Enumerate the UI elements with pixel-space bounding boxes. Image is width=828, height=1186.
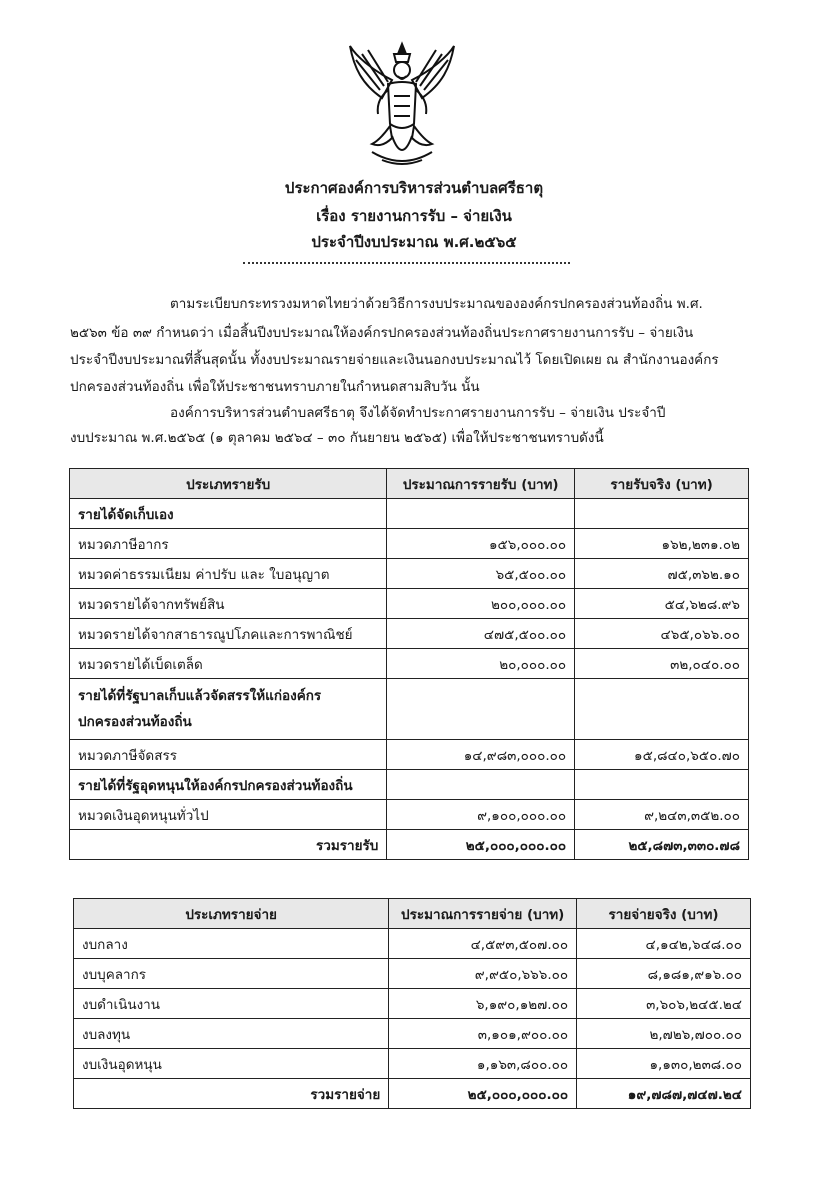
garuda-emblem-icon bbox=[342, 40, 462, 172]
empty-cell bbox=[575, 679, 749, 740]
body-paragraph-line: ๒๕๖๓ ข้อ ๓๙ กำหนดว่า เมื่อสิ้นปีงบประมาณให้องค์กรปกครองส่วนท้องถิ่นประกาศรายงานการรับ – จ่ายเงิน bbox=[70, 325, 694, 341]
estimate-cell: ๒๐๐,๐๐๐.๐๐ bbox=[387, 589, 575, 619]
dotted-divider bbox=[243, 252, 570, 264]
income-header-row bbox=[70, 469, 749, 499]
estimate-cell: ๑,๑๖๓,๘๐๐.๐๐ bbox=[389, 1049, 577, 1079]
empty-cell bbox=[387, 679, 575, 740]
section-label: รายได้จัดเก็บเอง bbox=[70, 499, 387, 529]
body-paragraph-line: องค์การบริหารส่วนตำบลศรีธาตุ จึงได้จัดทำประกาศรายงานการรับ – จ่ายเงิน ประจำปี bbox=[170, 405, 666, 421]
estimate-cell: ๔,๕๙๓,๕๐๗.๐๐ bbox=[389, 929, 577, 959]
estimate-cell: ๑๕๖,๐๐๐.๐๐ bbox=[387, 529, 575, 559]
row-label: งบบุคลากร bbox=[74, 959, 389, 989]
actual-cell: ๘,๑๘๑,๙๑๖.๐๐ bbox=[577, 959, 751, 989]
estimate-cell: ๓,๑๐๑,๙๐๐.๐๐ bbox=[389, 1019, 577, 1049]
total-estimate-cell: ๒๕,๐๐๐,๐๐๐.๐๐ bbox=[389, 1079, 577, 1109]
body-paragraph-line: ตามระเบียบกระทรวงมหาดไทยว่าด้วยวิธีการงบประมาณขององค์กรปกครองส่วนท้องถิ่น พ.ศ. bbox=[170, 296, 703, 312]
table-row bbox=[70, 740, 749, 770]
actual-cell: ๓๒,๐๔๐.๐๐ bbox=[575, 649, 749, 679]
row-label: หมวดรายได้จากทรัพย์สิน bbox=[70, 589, 387, 619]
row-label: งบดำเนินงาน bbox=[74, 989, 389, 1019]
actual-cell: ๒,๗๒๖,๗๐๐.๐๐ bbox=[577, 1019, 751, 1049]
total-label: รวมรายรับ bbox=[70, 830, 387, 860]
row-label: หมวดเงินอุดหนุนทั่วไป bbox=[70, 800, 387, 830]
table-row bbox=[74, 1049, 751, 1079]
estimate-cell: ๒๐,๐๐๐.๐๐ bbox=[387, 649, 575, 679]
table-row bbox=[74, 929, 751, 959]
announcement-subject: เรื่อง รายงานการรับ – จ่ายเงิน bbox=[316, 207, 512, 225]
actual-cell: ๔๖๕,๐๖๖.๐๐ bbox=[575, 619, 749, 649]
column-header-expense-type: ประเภทรายจ่าย bbox=[74, 899, 389, 929]
table-row bbox=[74, 959, 751, 989]
expense-header-row bbox=[74, 899, 751, 929]
actual-cell: ๑๖๒,๒๓๑.๐๒ bbox=[575, 529, 749, 559]
row-label: งบเงินอุดหนุน bbox=[74, 1049, 389, 1079]
expense-total-row bbox=[74, 1079, 751, 1109]
income-section-row bbox=[70, 679, 749, 740]
table-row bbox=[70, 649, 749, 679]
estimate-cell: ๖,๑๙๐,๑๒๗.๐๐ bbox=[389, 989, 577, 1019]
table-row bbox=[70, 619, 749, 649]
estimate-cell: ๙,๙๕๐,๖๖๖.๐๐ bbox=[389, 959, 577, 989]
actual-cell: ๓,๖๐๖,๒๔๕.๒๔ bbox=[577, 989, 751, 1019]
estimate-cell: ๙,๑๐๐,๐๐๐.๐๐ bbox=[387, 800, 575, 830]
income-section-row bbox=[70, 770, 749, 800]
table-row bbox=[74, 1019, 751, 1049]
section-label: รายได้ที่รัฐอุดหนุนให้องค์กรปกครองส่วนท้องถิ่น bbox=[70, 770, 387, 800]
actual-cell: ๙,๒๔๓,๓๕๒.๐๐ bbox=[575, 800, 749, 830]
column-header-income-actual: รายรับจริง (บาท) bbox=[575, 469, 749, 499]
column-header-income-estimate: ประมาณการรายรับ (บาท) bbox=[387, 469, 575, 499]
estimate-cell: ๖๕,๕๐๐.๐๐ bbox=[387, 559, 575, 589]
row-label: งบกลาง bbox=[74, 929, 389, 959]
actual-cell: ๑,๑๓๐,๒๓๘.๐๐ bbox=[577, 1049, 751, 1079]
section-label-line: รายได้ที่รัฐบาลเก็บแล้วจัดสรรให้แก่องค์กร bbox=[78, 688, 322, 704]
column-header-expense-estimate: ประมาณการรายจ่าย (บาท) bbox=[389, 899, 577, 929]
empty-cell bbox=[387, 499, 575, 529]
table-row bbox=[74, 989, 751, 1019]
table-row bbox=[70, 800, 749, 830]
table-row bbox=[70, 559, 749, 589]
empty-cell bbox=[387, 770, 575, 800]
row-label: หมวดรายได้จากสาธารณูปโภคและการพาณิชย์ bbox=[70, 619, 387, 649]
total-actual-cell: ๑๙,๗๘๗,๗๔๗.๒๔ bbox=[577, 1079, 751, 1109]
total-actual-cell: ๒๕,๘๗๓,๓๓๐.๗๘ bbox=[575, 830, 749, 860]
section-label-line: ปกครองส่วนท้องถิ่น bbox=[78, 714, 192, 730]
actual-cell: ๔,๑๔๒,๖๔๘.๐๐ bbox=[577, 929, 751, 959]
row-label: หมวดค่าธรรมเนียม ค่าปรับ และ ใบอนุญาต bbox=[70, 559, 387, 589]
actual-cell: ๗๕,๓๖๒.๑๐ bbox=[575, 559, 749, 589]
empty-cell bbox=[575, 770, 749, 800]
empty-cell bbox=[575, 499, 749, 529]
announcement-fiscal-year: ประจำปีงบประมาณ พ.ศ.๒๕๖๕ bbox=[311, 233, 517, 251]
total-label: รวมรายจ่าย bbox=[74, 1079, 389, 1109]
table-row bbox=[70, 529, 749, 559]
estimate-cell: ๑๔,๙๘๓,๐๐๐.๐๐ bbox=[387, 740, 575, 770]
actual-cell: ๕๔,๖๒๘.๙๖ bbox=[575, 589, 749, 619]
row-label: งบลงทุน bbox=[74, 1019, 389, 1049]
estimate-cell: ๔๗๕,๕๐๐.๐๐ bbox=[387, 619, 575, 649]
table-row bbox=[70, 589, 749, 619]
row-label: หมวดรายได้เบ็ดเตล็ด bbox=[70, 649, 387, 679]
income-total-row bbox=[70, 830, 749, 860]
announcement-title: ประกาศองค์การบริหารส่วนตำบลศรีธาตุ bbox=[284, 179, 544, 197]
column-header-income-type: ประเภทรายรับ bbox=[70, 469, 387, 499]
section-label bbox=[70, 679, 387, 740]
column-header-expense-actual: รายจ่ายจริง (บาท) bbox=[577, 899, 751, 929]
body-paragraph-line: งบประมาณ พ.ศ.๒๕๖๕ (๑ ตุลาคม ๒๕๖๔ – ๓๐ กันยายน ๒๕๖๕) เพื่อให้ประชาชนทราบดังนี้ bbox=[70, 430, 604, 446]
body-paragraph-line: ประจำปีงบประมาณที่สิ้นสุดนั้น ทั้งงบประมาณรายจ่ายและเงินนอกงบประมาณไว้ โดยเปิดเผย ณ สำนักงานองค์กร bbox=[70, 352, 719, 368]
total-estimate-cell: ๒๕,๐๐๐,๐๐๐.๐๐ bbox=[387, 830, 575, 860]
body-paragraph-line: ปกครองส่วนท้องถิ่น เพื่อให้ประชาชนทราบภายในกำหนดสามสิบวัน นั้น bbox=[70, 379, 480, 395]
income-table bbox=[69, 468, 749, 860]
income-section-row bbox=[70, 499, 749, 529]
expense-table bbox=[73, 898, 751, 1109]
row-label: หมวดภาษีอากร bbox=[70, 529, 387, 559]
row-label: หมวดภาษีจัดสรร bbox=[70, 740, 387, 770]
actual-cell: ๑๕,๘๔๐,๖๕๐.๗๐ bbox=[575, 740, 749, 770]
